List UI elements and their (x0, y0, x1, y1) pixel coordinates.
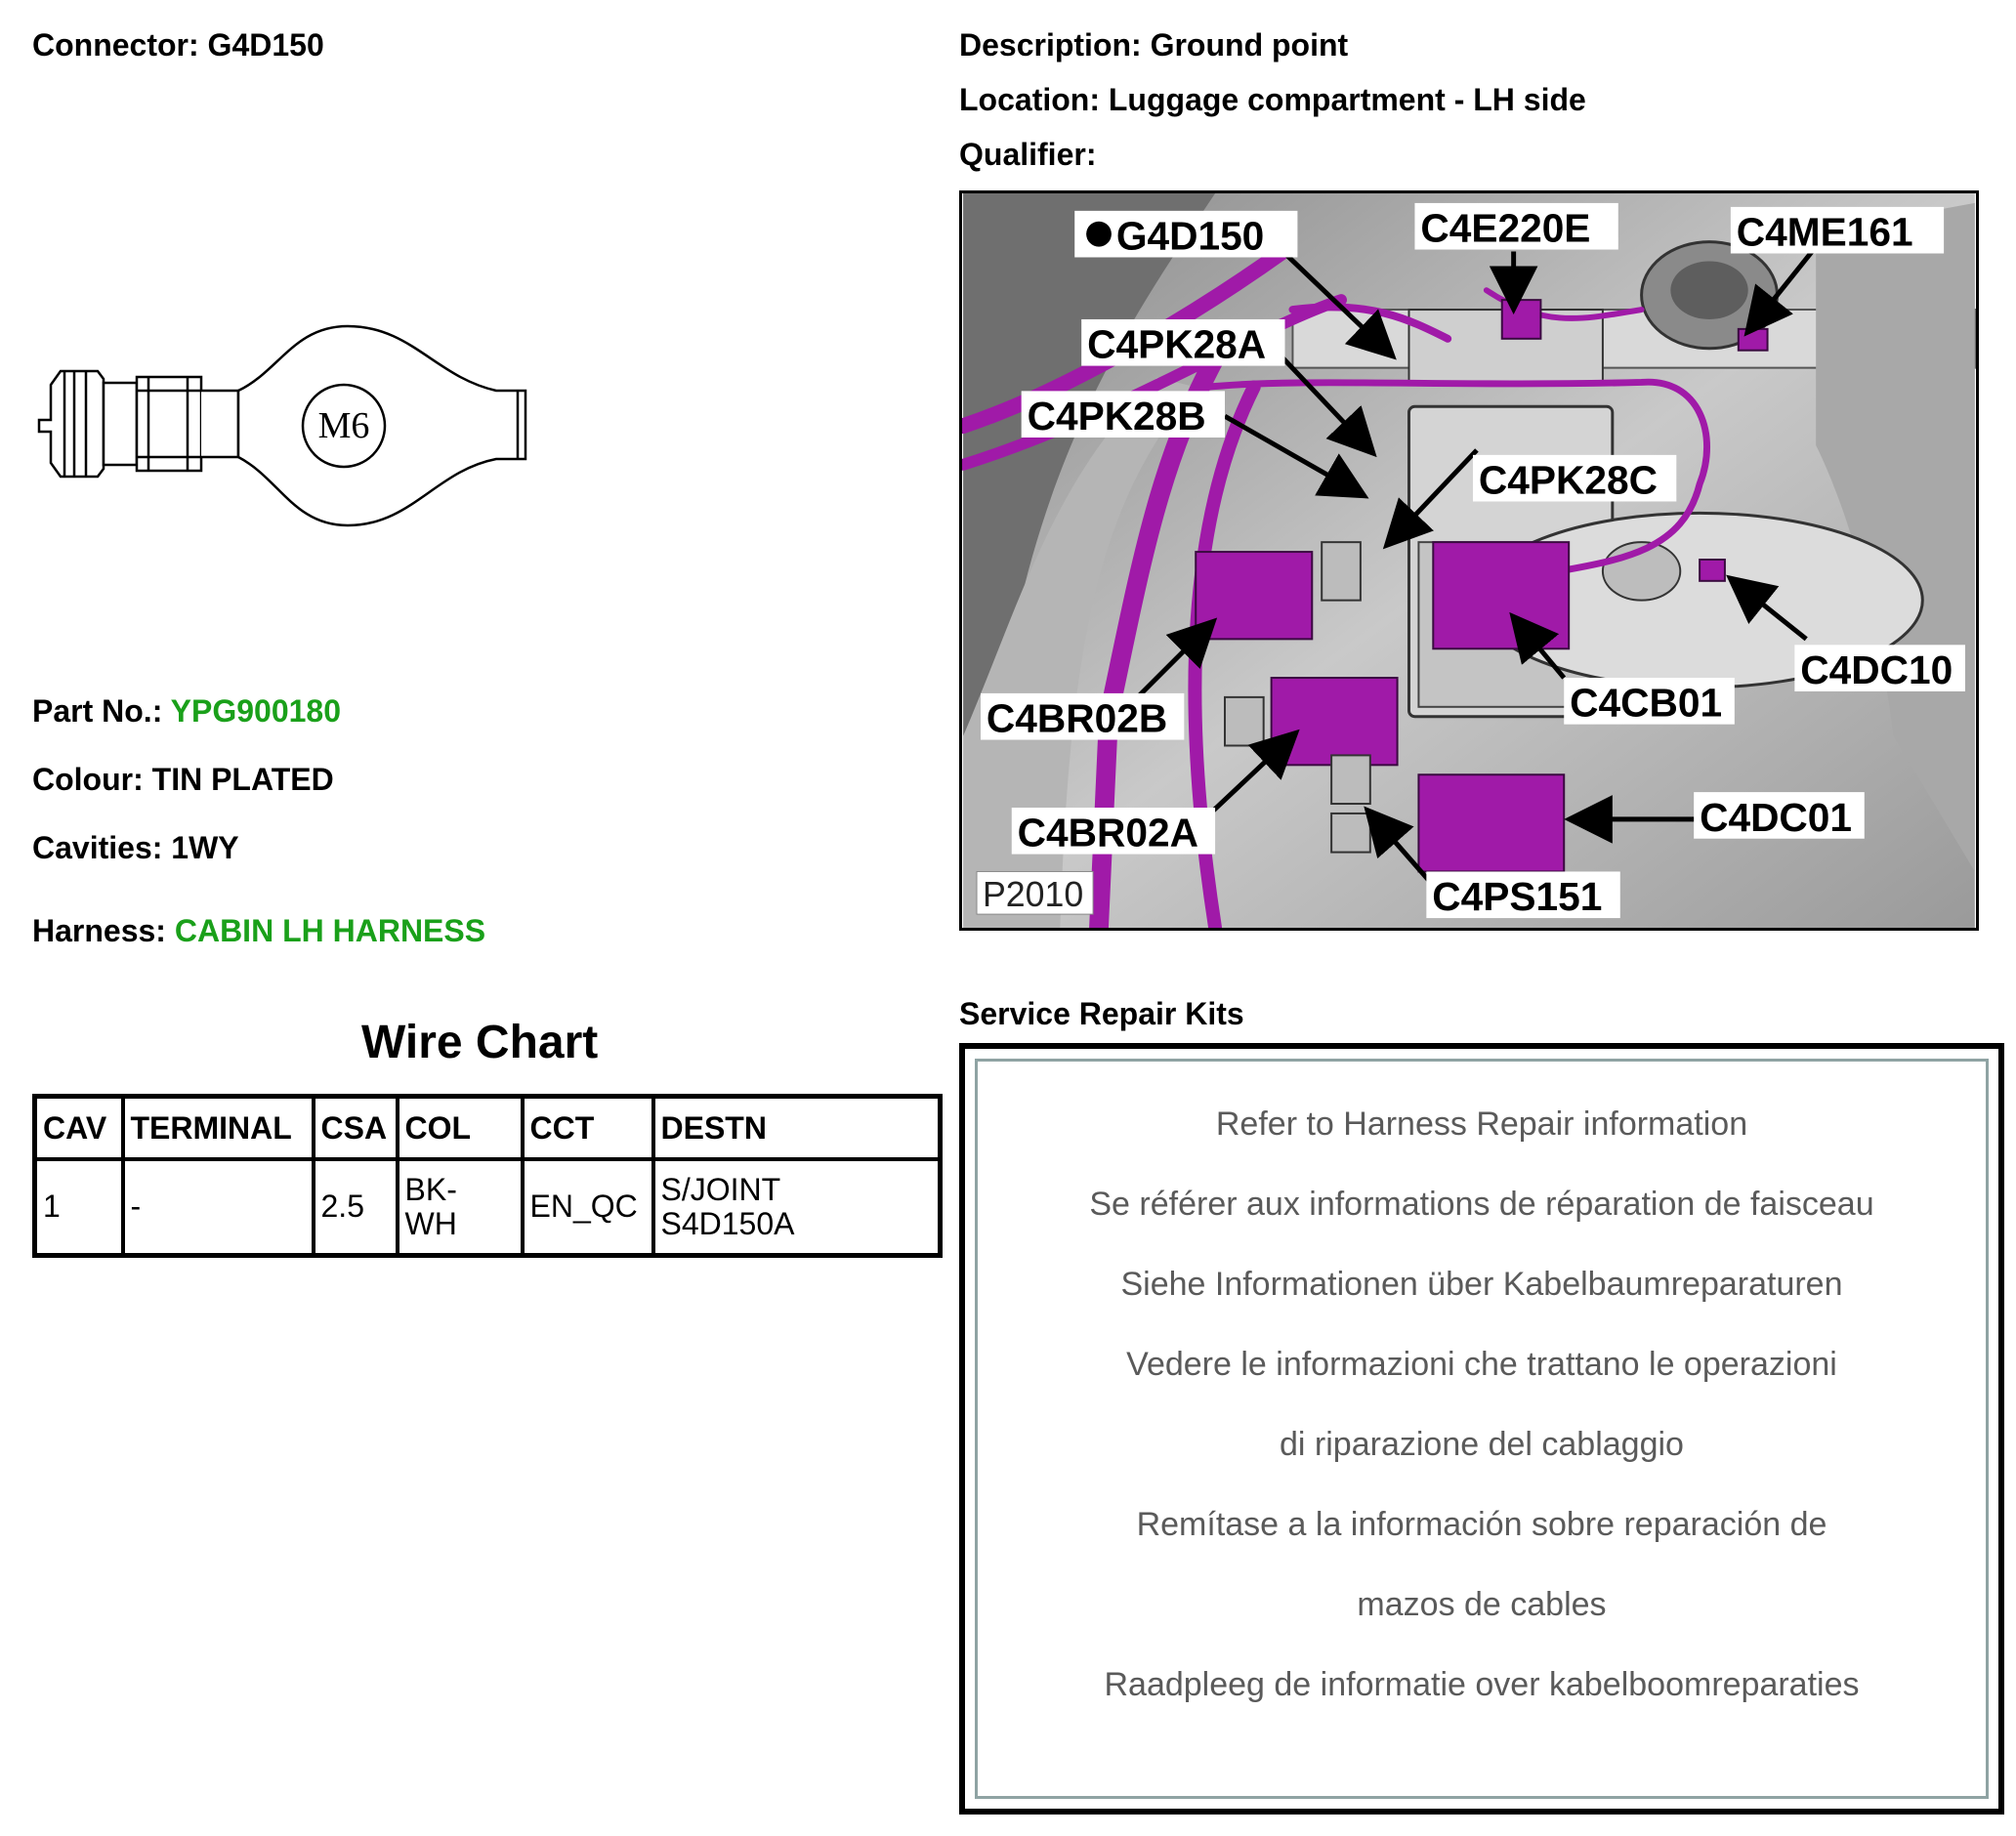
connector-c4dc01 (1418, 774, 1564, 871)
srk-line: Refer to Harness Repair information (1215, 1106, 1748, 1143)
cell-cct (523, 1159, 653, 1256)
callout-c4br02a: C4BR02A (1017, 810, 1198, 855)
location-value: Luggage compartment - LH side (1108, 82, 1586, 117)
callout-c4dc01: C4DC01 (1700, 794, 1853, 840)
connector-c4cb01 (1433, 542, 1569, 648)
cell-cct-text: EN_QC (529, 1189, 638, 1225)
description-label: Description: (959, 27, 1142, 63)
cell-col (398, 1159, 523, 1256)
part-no-row (32, 693, 341, 730)
connector-c4e220e (1502, 300, 1541, 339)
c4me161-fixture-inner (1670, 261, 1747, 319)
cell-csa-text: 2.5 (320, 1189, 364, 1225)
callout-c4me161: C4ME161 (1736, 209, 1913, 255)
col-header-csa: CSA (314, 1097, 398, 1160)
callout-c4ps151: C4PS151 (1432, 874, 1603, 920)
stud-size-label: M6 (317, 405, 370, 446)
srk-line: Siehe Informationen über Kabelbaumreparaturen (1120, 1266, 1843, 1303)
image-ref-label: P2010 (982, 875, 1084, 915)
wire-chart-table (32, 1094, 943, 1258)
cell-cav (35, 1159, 123, 1256)
col-header-cav: CAV (35, 1097, 123, 1160)
ground-dot-icon (1086, 222, 1112, 247)
callout-c4cb01: C4CB01 (1570, 680, 1723, 726)
wire-chart-header-row (35, 1097, 941, 1160)
cell-terminal (123, 1159, 314, 1256)
colour-row (32, 762, 334, 798)
cell-destn[interactable] (653, 1159, 941, 1256)
location-illustration (962, 193, 1976, 928)
callout-c4e220e: C4E220E (1420, 205, 1591, 251)
service-repair-kits-box (959, 1043, 2004, 1815)
cell-csa (314, 1159, 398, 1256)
part-no-link[interactable]: YPG900180 (170, 693, 342, 729)
colour-label: Colour: (32, 762, 144, 797)
cell-terminal-text: - (130, 1189, 142, 1225)
srk-line: Vedere le informazioni che trattano le operazioni (1126, 1346, 1837, 1383)
colour-value: TIN PLATED (151, 762, 334, 797)
srk-line: Raadpleeg de informatie over kabelboomreparaties (1104, 1666, 1860, 1703)
col-header-terminal: TERMINAL (123, 1097, 314, 1160)
service-repair-kits-inner (975, 1059, 1989, 1799)
cell-destn-text[interactable]: S/JOINT S4D150A (660, 1171, 795, 1241)
description-value: Ground point (1150, 27, 1349, 63)
cavities-value: 1WY (171, 830, 239, 865)
harness-row (32, 913, 485, 949)
connector-row (32, 27, 324, 63)
cell-cav-text: 1 (43, 1189, 61, 1225)
connector-c4dc10 (1700, 560, 1725, 581)
connector-label: Connector: (32, 27, 199, 63)
location-row (959, 82, 1586, 118)
srk-line: di riparazione del cablaggio (1280, 1426, 1684, 1463)
description-row (959, 27, 1348, 63)
callout-c4pk28b: C4PK28B (1027, 394, 1206, 439)
callout-c4pk28c: C4PK28C (1478, 457, 1658, 503)
cavities-row (32, 830, 239, 866)
cell-col-text: BK- WH (404, 1171, 457, 1241)
qualifier-label: Qualifier: (959, 137, 1097, 172)
connector-block-c4br02a (1272, 678, 1398, 765)
col-header-destn: DESTN (653, 1097, 941, 1160)
callout-c4br02b: C4BR02B (986, 695, 1168, 741)
connector-c4me161 (1739, 329, 1768, 351)
srk-line: Remítase a la información sobre reparación de (1136, 1506, 1827, 1543)
part-no-label: Part No.: (32, 693, 163, 729)
qualifier-row (959, 137, 1096, 173)
location-label: Location: (959, 82, 1100, 117)
connector-value: G4D150 (207, 27, 324, 63)
cavities-label: Cavities: (32, 830, 163, 865)
callout-g4d150: G4D150 (1115, 213, 1265, 259)
callout-c4pk28a: C4PK28A (1087, 321, 1267, 367)
table-row (35, 1159, 941, 1256)
col-header-col: COL (398, 1097, 523, 1160)
srk-line: Se référer aux informations de réparation de faisceau (1089, 1186, 1874, 1223)
callout-c4dc10: C4DC10 (1800, 647, 1953, 692)
ring-terminal-drawing (35, 313, 533, 537)
harness-label: Harness: (32, 913, 166, 948)
location-photo (959, 190, 1979, 931)
srk-line: mazos de cables (1357, 1586, 1607, 1623)
harness-link[interactable]: CABIN LH HARNESS (174, 913, 486, 948)
connector-block-c4br02b (1196, 552, 1312, 639)
col-header-cct: CCT (523, 1097, 653, 1160)
service-repair-kits-title: Service Repair Kits (959, 996, 1244, 1031)
wire-chart-title: Wire Chart (361, 1017, 599, 1068)
